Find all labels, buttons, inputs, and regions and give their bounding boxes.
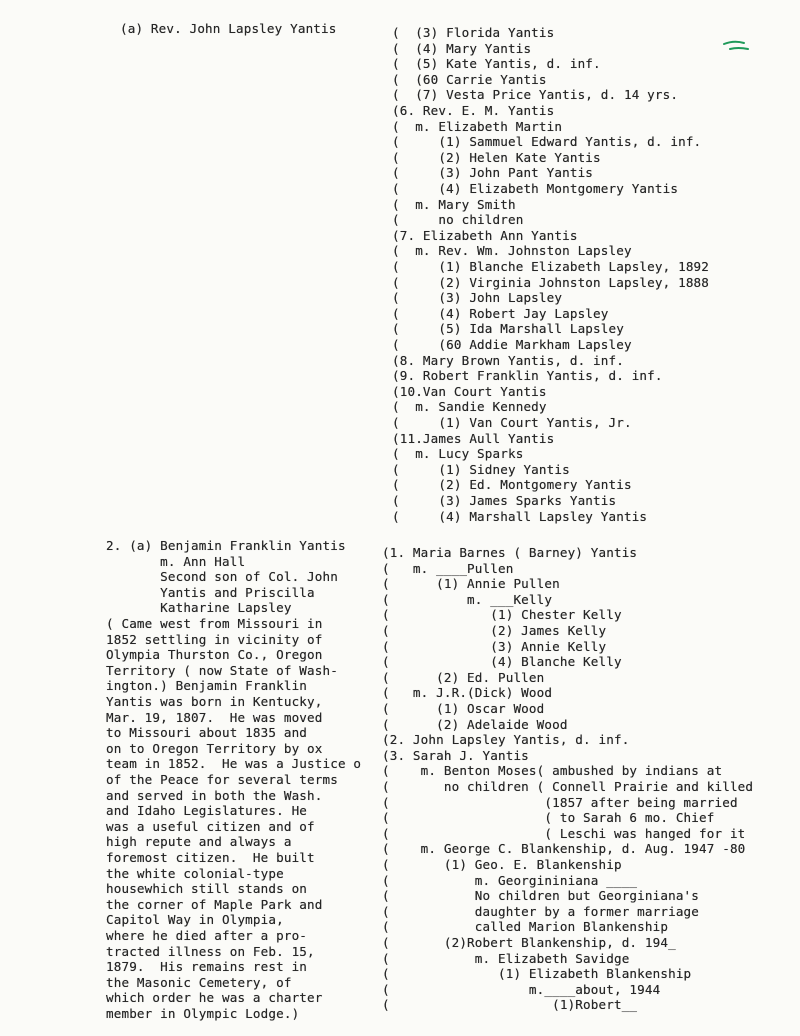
biography-line: Katharine Lapsley [106, 600, 292, 616]
genealogy-line: ( (1) Van Court Yantis, Jr. [392, 415, 632, 430]
genealogy-line: ( m. ____Pullen [382, 560, 514, 576]
genealogy-line: ( (3) Florida Yantis [392, 25, 555, 40]
genealogy-line: ( (60 Carrie Yantis [392, 71, 547, 87]
genealogy-line: ( (4) Marshall Lapsley Yantis [392, 508, 648, 524]
biography-line: housewhich still stands on [106, 881, 308, 897]
biography-line: foremost citizen. He built [106, 850, 315, 865]
genealogy-line: ( (4) Robert Jay Lapsley [392, 305, 609, 321]
biography-line: Mar. 19, 1807. He was moved [106, 709, 323, 725]
genealogy-line: ( (7) Vesta Price Yantis, d. 14 yrs. [392, 87, 679, 103]
genealogy-line: ( (1857 after being married [382, 794, 738, 810]
biography-line: to Missouri about 1835 and [106, 725, 308, 741]
biography-line: Yantis was born in Kentucky, [106, 694, 323, 709]
biography-line: ( Came west from Missouri in [106, 616, 323, 631]
genealogy-line: ( (1) Geo. E. Blankenship [382, 857, 622, 872]
genealogy-line: ( (3) John Lapsley [392, 290, 563, 306]
biography-line: on to Oregon Territory by ox [106, 740, 323, 756]
genealogy-line: ( (5) Kate Yantis, d. inf. [392, 56, 601, 72]
biography-line: member in Olympic Lodge.) [106, 1006, 300, 1021]
genealogy-line: ( m. Rev. Wm. Johnston Lapsley [392, 243, 632, 259]
biography-line: tracted illness on Feb. 15, [106, 943, 315, 959]
genealogy-line: ( daughter by a former marriage [382, 903, 700, 919]
biography-line: ington.) Benjamin Franklin [106, 678, 308, 694]
genealogy-line: ( (60 Addie Markham Lapsley [392, 337, 632, 352]
biography-line: Yantis and Priscilla [106, 584, 315, 600]
genealogy-line: ( (1)Robert__ [382, 997, 638, 1013]
biography-line: which order he was a charter [106, 990, 323, 1006]
genealogy-line: ( (1) Chester Kelly [382, 607, 622, 623]
genealogy-line: ( (1) Elizabeth Blankenship [382, 966, 692, 982]
biography-line: high repute and always a [106, 834, 292, 850]
genealogy-line: ( ( to Sarah 6 mo. Chief [382, 810, 715, 826]
genealogy-line: ( (1) Sammuel Edward Yantis, d. inf. [392, 134, 702, 150]
genealogy-line: ( (1) Blanche Elizabeth Lapsley, 1892 [392, 259, 710, 274]
genealogy-line: ( (1) Oscar Wood [382, 701, 545, 716]
biography-line: and Idaho Legislatures. He [106, 803, 308, 819]
genealogy-line: ( (2) Ed. Montgomery Yantis [392, 477, 632, 493]
biography-line: and served in both the Wash. [106, 787, 323, 803]
biography-line: of the Peace for several terms [106, 772, 338, 787]
genealogy-line: (6. Rev. E. M. Yantis [392, 103, 555, 118]
genealogy-line: ( m. Georgininiana ____ [382, 872, 638, 888]
genealogy-line: ( called Marion Blankenship [382, 919, 669, 935]
genealogy-line: (8. Mary Brown Yantis, d. inf. [392, 352, 624, 368]
genealogy-line: ( (4) Elizabeth Montgomery Yantis [392, 181, 679, 196]
genealogy-line: ( no children ( Connell Prairie and killed [382, 779, 754, 794]
genealogy-line: ( (2) Adelaide Wood [382, 716, 568, 732]
genealogy-line: ( m. George C. Blankenship, d. Aug. 1947 -80 [382, 841, 746, 857]
biography-line: the Masonic Cemetery, of [106, 974, 292, 990]
genealogy-line: ( (1) Annie Pullen [382, 576, 560, 592]
genealogy-line: ( m. J.R.(Dick) Wood [382, 685, 553, 701]
genealogy-line: ( m. Mary Smith [392, 196, 516, 212]
genealogy-line: ( (1) Sidney Yantis [392, 461, 570, 477]
genealogy-line: ( (3) John Pant Yantis [392, 165, 594, 181]
green-pen-mark [722, 36, 752, 56]
biography-line: team in 1852. He was a Justice o [106, 756, 362, 772]
genealogy-line: ( (2) Ed. Pullen [382, 669, 545, 685]
biography-line: Capitol Way in Olympia, [106, 912, 284, 928]
genealogy-line: ( ( Leschi was hanged for it [382, 825, 746, 841]
genealogy-line: (10.Van Court Yantis [392, 383, 547, 399]
genealogy-line: ( m. Elizabeth Savidge [382, 950, 630, 966]
genealogy-line: ( (3) Annie Kelly [382, 638, 607, 654]
genealogy-line: (3. Sarah J. Yantis [382, 747, 529, 763]
genealogy-line: ( (4) Blanche Kelly [382, 654, 622, 670]
genealogy-line: ( (2) James Kelly [382, 623, 607, 638]
genealogy-line: ( m. Benton Moses( ambushed by indians at [382, 763, 723, 779]
genealogy-line: (11.James Aull Yantis [392, 430, 555, 446]
biography-line: where he died after a pro- [106, 928, 308, 943]
genealogy-line: (9. Robert Franklin Yantis, d. inf. [392, 368, 663, 384]
genealogy-line: (1. Maria Barnes ( Barney) Yantis [382, 545, 638, 560]
genealogy-line: (2. John Lapsley Yantis, d. inf. [382, 732, 630, 748]
genealogy-line: ( m. ___Kelly [382, 591, 553, 607]
biography-line: 1852 settling in vicinity of [106, 631, 323, 647]
genealogy-line: ( (5) Ida Marshall Lapsley [392, 321, 624, 337]
header-title: (a) Rev. John Lapsley Yantis [120, 21, 337, 36]
genealogy-line: ( m.____about, 1944 [382, 981, 661, 997]
genealogy-line: ( m. Elizabeth Martin [392, 118, 563, 134]
biography-line: Olympia Thurston Co., Oregon [106, 647, 323, 663]
biography-line: 1879. His remains rest in [106, 959, 308, 975]
biography-line: the white colonial-type [106, 865, 284, 881]
genealogy-line: (7. Elizabeth Ann Yantis [392, 227, 578, 243]
biography-line: was a useful citizen and of [106, 818, 315, 834]
genealogy-line: ( (2) Helen Kate Yantis [392, 149, 601, 165]
genealogy-line: ( m. Sandie Kennedy [392, 399, 547, 415]
biography-line: Second son of Col. John [106, 569, 338, 585]
biography-line: m. Ann Hall [106, 553, 246, 569]
biography-line: Territory ( now State of Wash- [106, 662, 338, 678]
biography-line: the corner of Maple Park and [106, 896, 323, 912]
genealogy-line: ( (3) James Sparks Yantis [392, 493, 617, 508]
genealogy-line: ( (2) Virginia Johnston Lapsley, 1888 [392, 274, 710, 290]
genealogy-line: ( No children but Georginiana's [382, 888, 700, 904]
genealogy-line: ( m. Lucy Sparks [392, 446, 524, 462]
genealogy-line: ( (2)Robert Blankenship, d. 194_ [382, 935, 676, 950]
genealogy-line: ( (4) Mary Yantis [392, 40, 532, 56]
genealogy-line: ( no children [392, 212, 524, 228]
biography-line: 2. (a) Benjamin Franklin Yantis [106, 538, 346, 553]
